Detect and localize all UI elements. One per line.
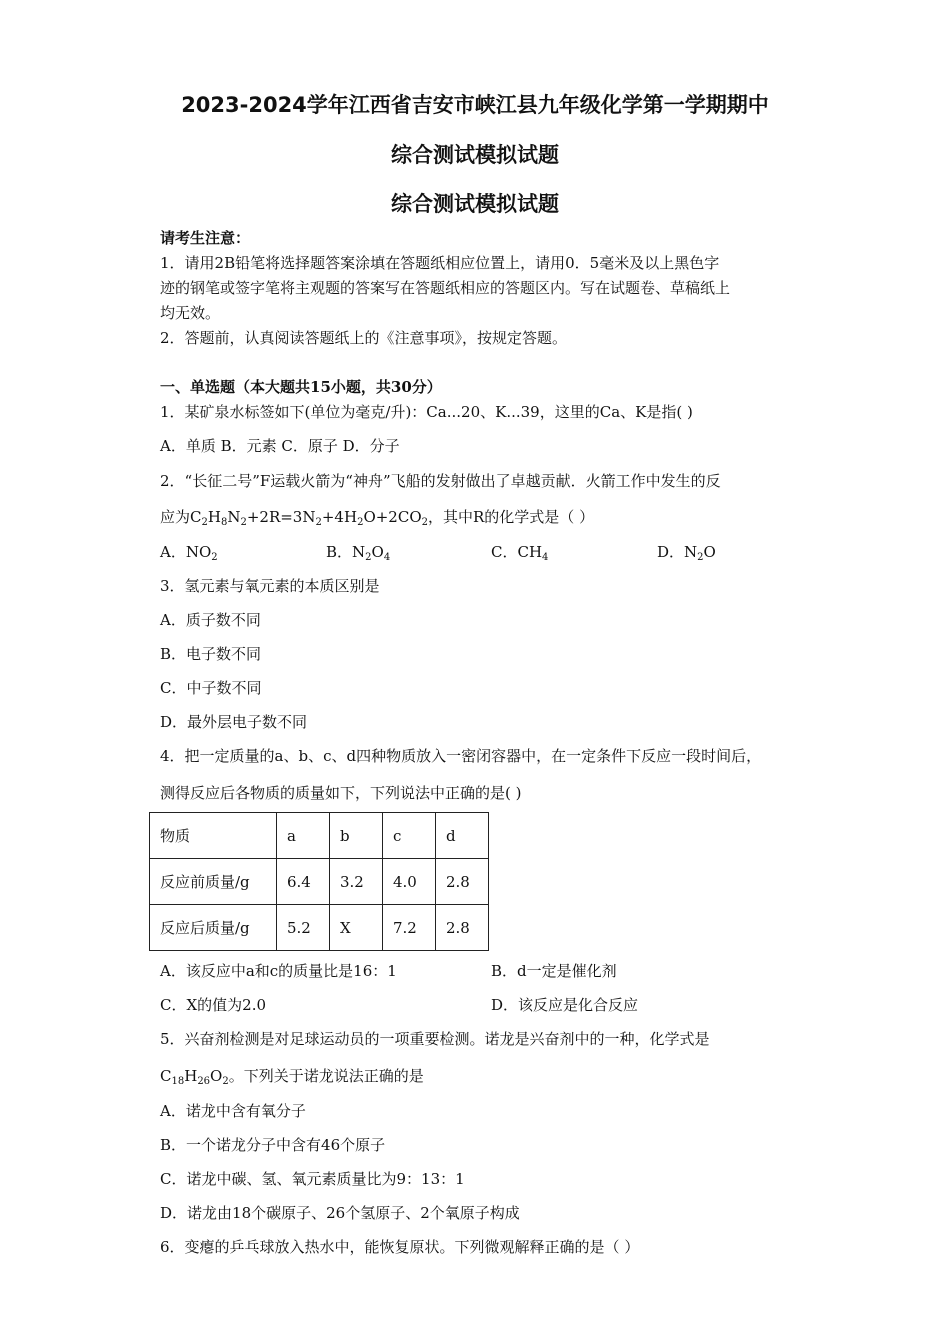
exam-title-line2: 综合测试模拟试题 — [391, 143, 559, 167]
table-cell: 6.4 — [277, 859, 330, 905]
q3-option-b: B．电子数不同 — [160, 645, 262, 663]
table-cell: 5.2 — [277, 905, 330, 951]
q4-option-b: B．d一定是催化剂 — [491, 962, 617, 980]
q1-options: A．单质 B．元素 C．原子 D．分子 — [160, 437, 400, 455]
table-cell: X — [330, 905, 383, 951]
q3-option-d: D．最外层电子数不同 — [160, 713, 308, 731]
q2-option-d: D．$N_2O$ — [657, 543, 716, 563]
notice-item1-line1: 1．请用2B铅笔将选择题答案涂填在答题纸相应位置上，请用0．5毫米及以上黑色字 — [160, 254, 720, 272]
q4-mass-table — [149, 812, 489, 951]
q5-stem-line1: 5．兴奋剂检测是对足球运动员的一项重要检测。诺龙是兴奋剂中的一种，化学式是 — [160, 1030, 710, 1048]
table-cell: c — [383, 813, 436, 859]
q2-stem-line1: 2．“长征二号”F运载火箭为“神舟”飞船的发射做出了卓越贡献．火箭工作中发生的反 — [160, 472, 721, 490]
table-header-row — [150, 813, 489, 859]
q2-option-c: C．$CH_4$ — [491, 543, 549, 563]
table-cell: 2.8 — [436, 859, 489, 905]
table-cell: 7.2 — [383, 905, 436, 951]
table-cell: 2.8 — [436, 905, 489, 951]
notice-item1-line2: 迹的钢笔或签字笔将主观题的答案写在答题纸相应的答题区内。写在试题卷、草稿纸上 — [160, 279, 731, 297]
q5-option-d: D．诺龙由18个碳原子、26个氢原子、2个氧原子构成 — [160, 1204, 520, 1222]
q2-option-b: B．$N_2O_4$ — [326, 543, 391, 563]
q5-option-a: A．诺龙中含有氧分子 — [160, 1102, 306, 1120]
q3-stem: 3．氢元素与氧元素的本质区别是 — [160, 577, 380, 595]
q3-option-c: C．中子数不同 — [160, 679, 262, 697]
q2-stem-line2: 应为$C_2H_8N_2+2R=3N_2+4H_2O+2CO_2$，其中R的化学式是（ ） — [160, 508, 595, 528]
table-cell: 4.0 — [383, 859, 436, 905]
q1-stem: 1．某矿泉水标签如下(单位为毫克/升)：Ca...20、K...39，这里的Ca、K是指( ) — [160, 403, 693, 421]
table-cell: 反应前质量/g — [150, 859, 277, 905]
section-heading: 一、单选题（本大题共15小题，共30分） — [160, 378, 442, 396]
q4-stem-line1: 4．把一定质量的a、b、c、d四种物质放入一密闭容器中，在一定条件下反应一段时间后， — [160, 747, 762, 765]
notice-item2: 2．答题前，认真阅读答题纸上的《注意事项》，按规定答题。 — [160, 329, 568, 347]
table-cell: 反应后质量/g — [150, 905, 277, 951]
table-row — [150, 859, 489, 905]
table-cell: 3.2 — [330, 859, 383, 905]
q4-stem-line2: 测得反应后各物质的质量如下，下列说法中正确的是( ) — [160, 784, 522, 802]
exam-title-line3: 综合测试模拟试题 — [391, 192, 559, 216]
q5-option-c: C．诺龙中碳、氢、氧元素质量比为9：13：1 — [160, 1170, 465, 1188]
q4-option-c: C．X的值为2.0 — [160, 996, 267, 1014]
table-row — [150, 905, 489, 951]
q4-option-a: A．该反应中a和c的质量比是16：1 — [160, 962, 397, 980]
table-cell: 物质 — [150, 813, 277, 859]
exam-title-line1: 2023-2024学年江西省吉安市峡江县九年级化学第一学期期中 — [181, 93, 769, 117]
q3-option-a: A．质子数不同 — [160, 611, 261, 629]
q5-stem-line2: $C_{18}H_{26}O_2$。下列关于诺龙说法正确的是 — [160, 1067, 424, 1087]
table-cell: a — [277, 813, 330, 859]
table-cell: d — [436, 813, 489, 859]
q6-stem: 6．变瘪的乒乓球放入热水中，能恢复原状。下列微观解释正确的是（ ） — [160, 1238, 640, 1256]
notice-item1-line3: 均无效。 — [160, 304, 221, 322]
table-cell: b — [330, 813, 383, 859]
q5-option-b: B．一个诺龙分子中含有46个原子 — [160, 1136, 386, 1154]
notice-heading: 请考生注意： — [160, 229, 251, 247]
q4-option-d: D．该反应是化合反应 — [491, 996, 639, 1014]
q2-option-a: A．$NO_2$ — [160, 543, 218, 563]
